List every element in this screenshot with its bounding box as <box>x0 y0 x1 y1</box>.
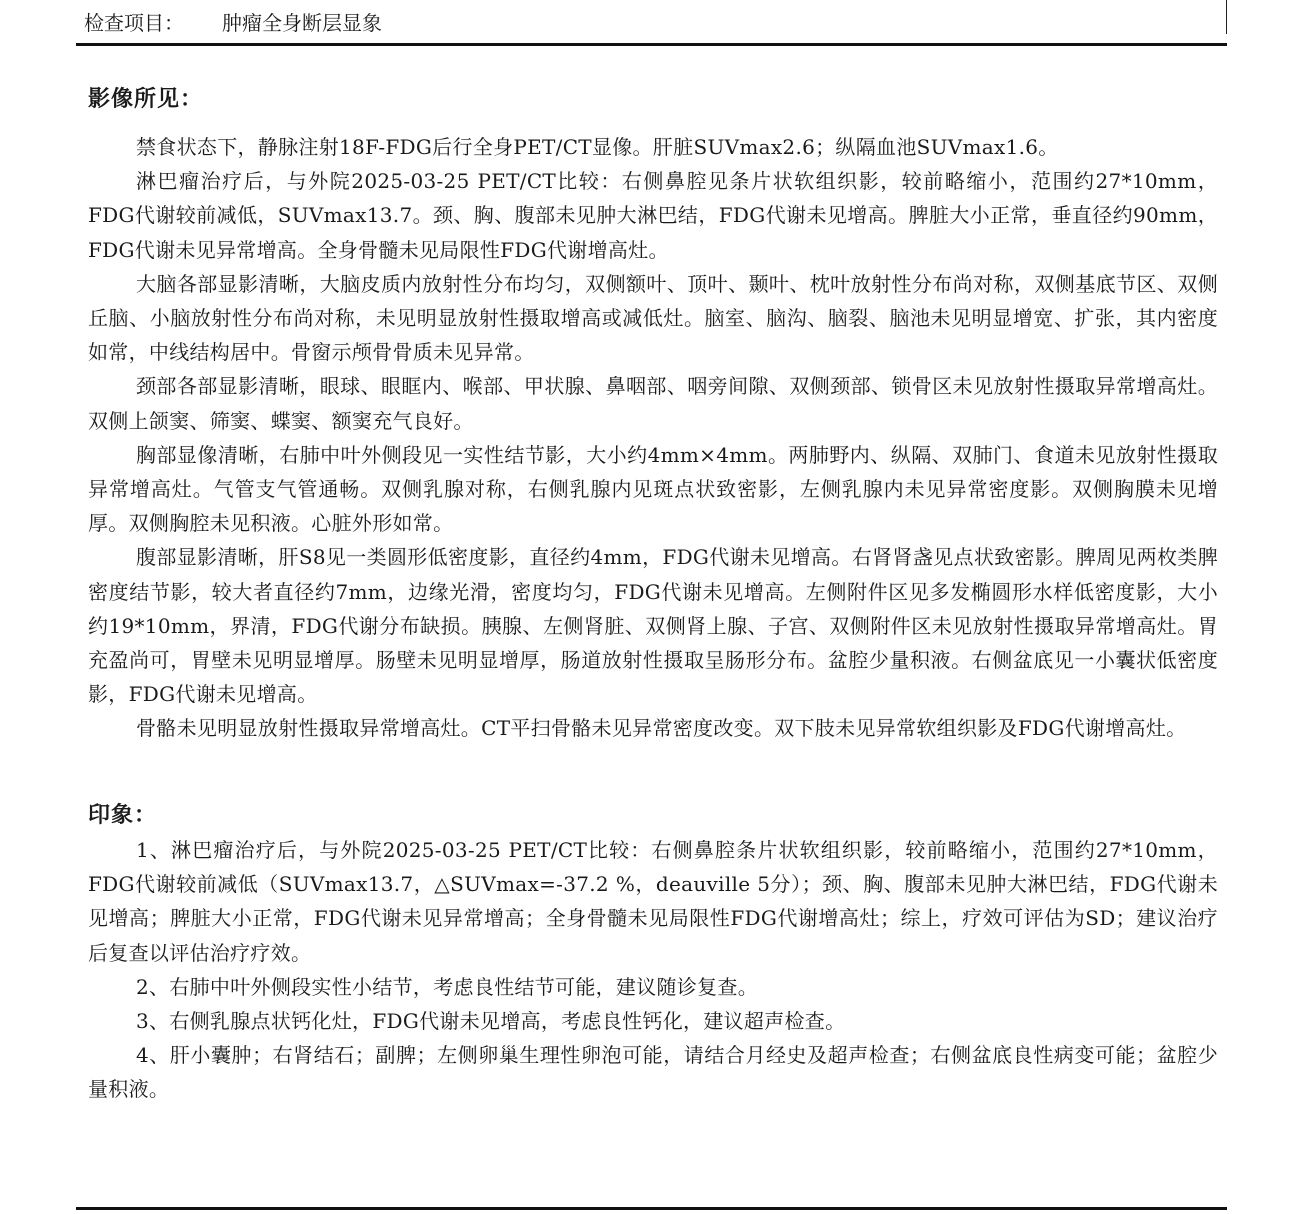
exam-item-value: 肿瘤全身断层显象 <box>222 11 382 35</box>
impression-item: 4、肝小囊肿；右肾结石；副脾；左侧卵巢生理性卵泡可能，请结合月经史及超声检查；右侧盆底良性病变可能；盆腔少量积液。 <box>88 1043 1218 1102</box>
exam-item-label: 检查项目： <box>84 11 184 35</box>
exam-item-row <box>84 8 382 38</box>
footer-divider <box>76 1207 1227 1210</box>
findings-paragraph: 颈部各部显影清晰，眼球、眼眶内、喉部、甲状腺、鼻咽部、咽旁间隙、双侧颈部、锁骨区未见放射性摄取异常增高灶。双侧上颌窦、筛窦、蝶窦、额窦充气良好。 <box>88 374 1218 433</box>
findings-paragraph: 胸部显像清晰，右肺中叶外侧段见一实性结节影，大小约4mm×4mm。两肺野内、纵隔、双肺门、食道未见放射性摄取异常增高灶。气管支气管通畅。双侧乳腺对称，右侧乳腺内见斑点状致密影，左侧乳腺内未见异常密度影。双侧胸膜未见增厚。双侧胸腔未见积液。心脏外形如常。 <box>88 442 1218 536</box>
findings-paragraph: 禁食状态下，静脉注射18F-FDG后行全身PET/CT显像。肝脏SUVmax2.6；纵隔血池SUVmax1.6。 <box>136 135 1059 159</box>
findings-paragraph: 淋巴瘤治疗后，与外院2025-03-25 PET/CT比较：右侧鼻腔见条片状软组织影，较前略缩小，范围约27*10mm，FDG代谢较前减低，SUVmax13.7。颈、胸、腹部未见肿大淋巴结，FDG代谢未见增高。脾脏大小正常，垂直径约90mm，FDG代谢未见异常增高。全身骨髓未见局限性FDG代谢增高灶。 <box>88 169 1218 262</box>
page-border <box>1226 0 1227 34</box>
findings-body <box>88 130 1218 746</box>
findings-paragraph: 腹部显影清晰，肝S8见一类圆形低密度影，直径约4mm，FDG代谢未见增高。右肾肾盏见点状致密影。脾周见两枚类脾密度结节影，较大者直径约7mm，边缘光滑，密度均匀，FDG代谢未见增高。左侧附件区见多发椭圆形水样低密度影，大小约19*10mm，界清，FDG代谢分布缺损。胰腺、左侧肾脏、双侧肾上腺、子宫、双侧附件区未见放射性摄取异常增高灶。胃充盈尚可，胃壁未见明显增厚。肠壁未见明显增厚，肠道放射性摄取呈肠形分布。盆腔少量积液。右侧盆底见一小囊状低密度影，FDG代谢未见增高。 <box>88 545 1218 707</box>
impression-title: 印象： <box>88 802 158 828</box>
findings-title: 影像所见： <box>88 86 204 112</box>
impression-item: 3、右侧乳腺点状钙化灶，FDG代谢未见增高，考虑良性钙化，建议超声检查。 <box>136 1009 846 1034</box>
header-divider <box>76 43 1227 46</box>
impression-item: 2、右肺中叶外侧段实性小结节，考虑良性结节可能，建议随诊复查。 <box>136 974 759 999</box>
impression-body <box>88 833 1218 1107</box>
impression-item: 1、淋巴瘤治疗后，与外院2025-03-25 PET/CT比较：右侧鼻腔条片状软组织影，较前略缩小，范围约27*10mm，FDG代谢较前减低（SUVmax13.7，△SUVmax=-37.2 %，deauville 5分）；颈、胸、腹部未见肿大淋巴结，FDG代谢未见增高；脾脏大小正常，FDG代谢未见异常增高；全身骨髓未见局限性FDG代谢增高灶；综上，疗效可评估为SD；建议治疗后复查以评估治疗疗效。 <box>88 838 1218 965</box>
findings-paragraph: 骨骼未见明显放射性摄取异常增高灶。CT平扫骨骼未见异常密度改变。双下肢未见异常软组织影及FDG代谢增高灶。 <box>136 716 1187 741</box>
findings-paragraph: 大脑各部显影清晰，大脑皮质内放射性分布均匀，双侧额叶、顶叶、颞叶、枕叶放射性分布尚对称，双侧基底节区、双侧丘脑、小脑放射性分布尚对称，未见明显放射性摄取增高或减低灶。脑室、脑沟、脑裂、脑池未见明显增宽、扩张，其内密度如常，中线结构居中。骨窗示颅骨骨质未见异常。 <box>88 271 1218 365</box>
